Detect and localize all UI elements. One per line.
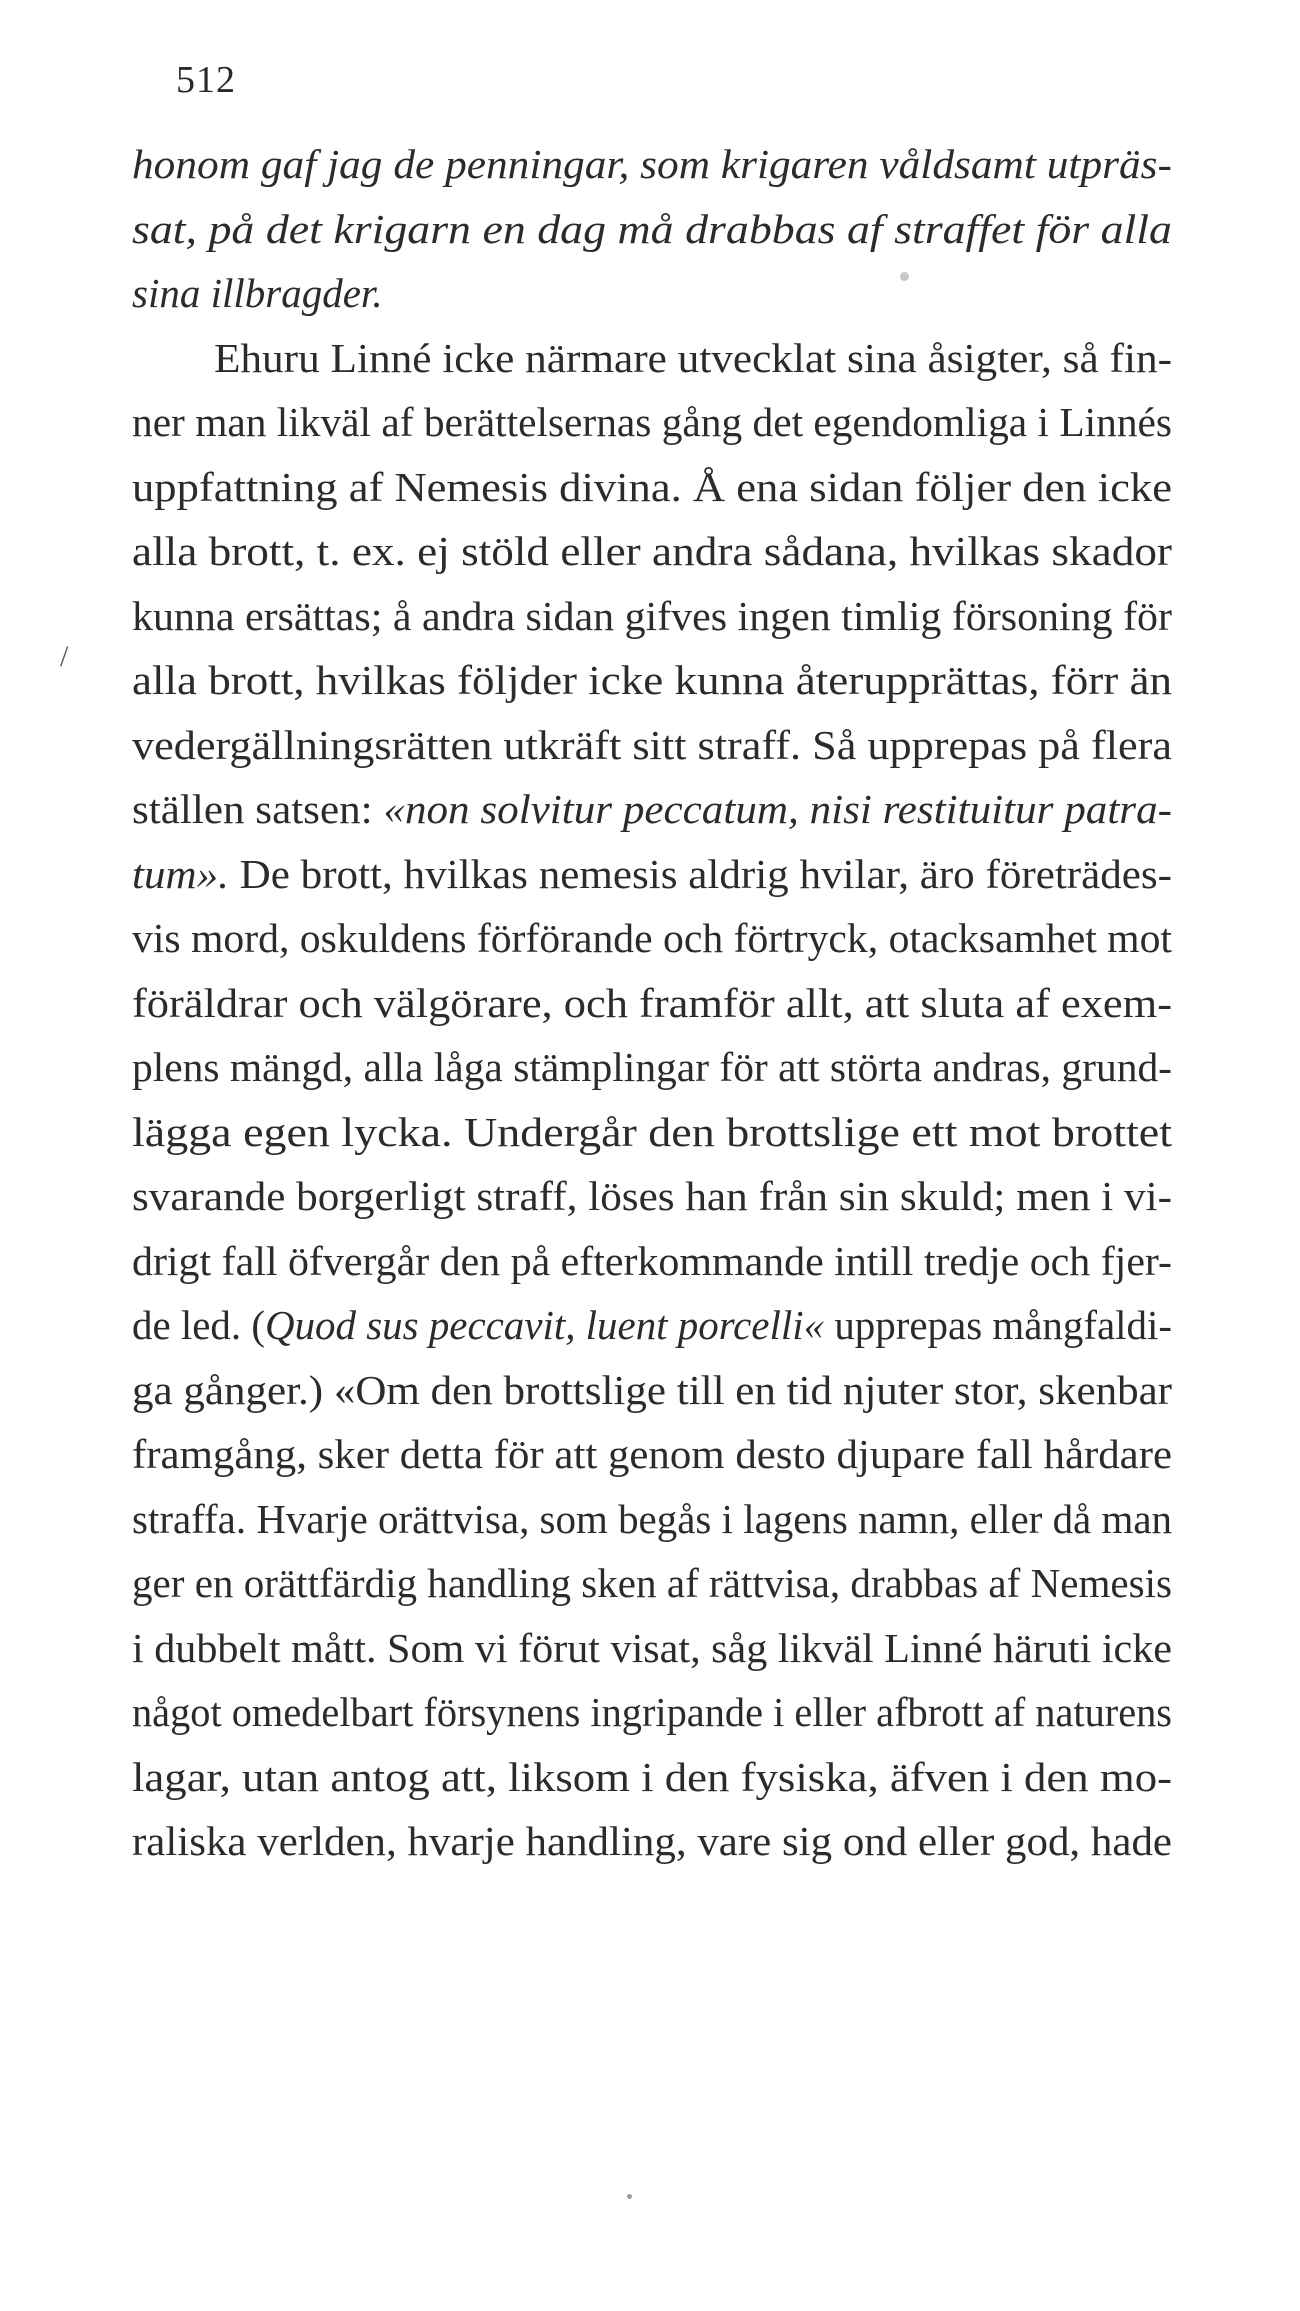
text-line-content: raliska verlden, hvarje handling, vare sig ond eller god, hade bbox=[132, 1818, 1172, 1864]
roman-text: de led. ( bbox=[132, 1302, 266, 1348]
text-line-content: honom gaf jag de penningar, som krigaren våldsamt utpräs- bbox=[132, 141, 1172, 187]
text-line-content: Ehuru Linné icke närmare utvecklat sina åsigter, så fin- bbox=[214, 334, 1172, 381]
roman-text: De brott, hvilkas nemesis aldrig hvilar, äro företrädes- bbox=[228, 850, 1172, 897]
text-line bbox=[132, 390, 1182, 455]
text-line bbox=[132, 1035, 1182, 1100]
text-line-content: uppfattning af Nemesis divina. Å ena sidan följer den icke bbox=[132, 463, 1172, 510]
text-line-content: lägga egen lycka. Undergår den brottslige ett mot brottet bbox=[132, 1108, 1172, 1155]
italic-text: Quod sus peccavit, luent porcelli« bbox=[265, 1302, 825, 1348]
text-line-content: alla brott, t. ex. ej stöld eller andra sådana, hvilkas skador bbox=[132, 528, 1172, 574]
text-line-content: svarande borgerligt straff, löses han från sin skuld; men i vi- bbox=[132, 1173, 1172, 1219]
text-line-content: drigt fall öfvergår den på efterkommande intill tredje och fjer- bbox=[132, 1237, 1172, 1284]
text-line-content: vedergällningsrätten utkräft sitt straff. Så upprepas på flera bbox=[132, 721, 1172, 768]
body-text bbox=[132, 132, 1182, 1874]
text-line-content: alla brott, hvilkas följder icke kunna återupprättas, förr än bbox=[132, 657, 1172, 703]
text-line bbox=[132, 1164, 1182, 1229]
paper-speck bbox=[627, 2194, 632, 2199]
italic-text: tum». bbox=[132, 850, 229, 897]
roman-text: upprepas mångfaldi- bbox=[824, 1302, 1172, 1348]
text-line bbox=[132, 777, 1182, 842]
text-line-content bbox=[132, 1293, 1172, 1358]
text-line bbox=[132, 326, 1182, 391]
margin-pencil-mark: / bbox=[60, 640, 69, 673]
text-line-content: något omedelbart försynens ingripande i eller afbrott af naturens bbox=[132, 1689, 1172, 1735]
text-line bbox=[132, 1487, 1182, 1552]
text-line bbox=[132, 1100, 1182, 1165]
text-line bbox=[132, 1229, 1182, 1294]
text-line-content: ner man likväl af berättelsernas gång det egendomliga i Linnés bbox=[132, 399, 1172, 445]
text-line bbox=[132, 1422, 1182, 1487]
text-line bbox=[132, 197, 1182, 262]
text-line bbox=[132, 648, 1182, 713]
text-line bbox=[132, 1745, 1182, 1810]
text-line-content bbox=[132, 777, 1172, 842]
text-line-content: i dubbelt mått. Som vi förut visat, såg likväl Linné häruti icke bbox=[132, 1624, 1172, 1671]
text-line-content: framgång, sker detta för att genom desto djupare fall hårdare bbox=[132, 1431, 1172, 1477]
text-line-content: föräldrar och välgörare, och framför allt, att sluta af exem- bbox=[132, 979, 1172, 1026]
text-line-content: lagar, utan antog att, liksom i den fysiska, äfven i den mo- bbox=[132, 1753, 1172, 1800]
text-line bbox=[132, 455, 1182, 520]
text-line bbox=[132, 519, 1182, 584]
text-line-content: sina illbragder. bbox=[132, 270, 383, 316]
roman-text: ställen satsen: bbox=[132, 786, 384, 832]
text-line bbox=[132, 713, 1182, 778]
text-line-content: straffa. Hvarje orättvisa, som begås i lagens namn, eller då man bbox=[132, 1495, 1172, 1542]
text-line bbox=[132, 1616, 1182, 1681]
text-line bbox=[132, 1358, 1182, 1423]
page-number: 512 bbox=[176, 59, 236, 101]
text-line-content: ga gånger.) «Om den brottslige till en tid njuter stor, skenbar bbox=[132, 1366, 1172, 1413]
text-line bbox=[132, 1293, 1182, 1358]
text-line bbox=[132, 971, 1182, 1036]
text-line bbox=[132, 132, 1182, 197]
text-line bbox=[132, 842, 1182, 907]
italic-text: «non solvitur peccatum, nisi restituitur patra- bbox=[383, 786, 1172, 832]
text-line bbox=[132, 906, 1182, 971]
text-line-content: vis mord, oskuldens förförande och förtryck, otacksamhet mot bbox=[132, 915, 1172, 961]
text-line bbox=[132, 261, 1182, 326]
text-line-content: kunna ersättas; å andra sidan gifves ingen timlig försoning för bbox=[132, 592, 1172, 639]
text-line bbox=[132, 1551, 1182, 1616]
text-line bbox=[132, 1680, 1182, 1745]
text-line bbox=[132, 1809, 1182, 1874]
text-line bbox=[132, 584, 1182, 649]
text-line-content bbox=[132, 842, 1172, 907]
text-line-content: sat, på det krigarn en dag må drabbas af straffet för alla bbox=[132, 205, 1172, 252]
text-line-content: ger en orättfärdig handling sken af rättvisa, drabbas af Nemesis bbox=[132, 1560, 1172, 1606]
text-line-content: plens mängd, alla låga stämplingar för att störta andras, grund- bbox=[132, 1044, 1172, 1090]
